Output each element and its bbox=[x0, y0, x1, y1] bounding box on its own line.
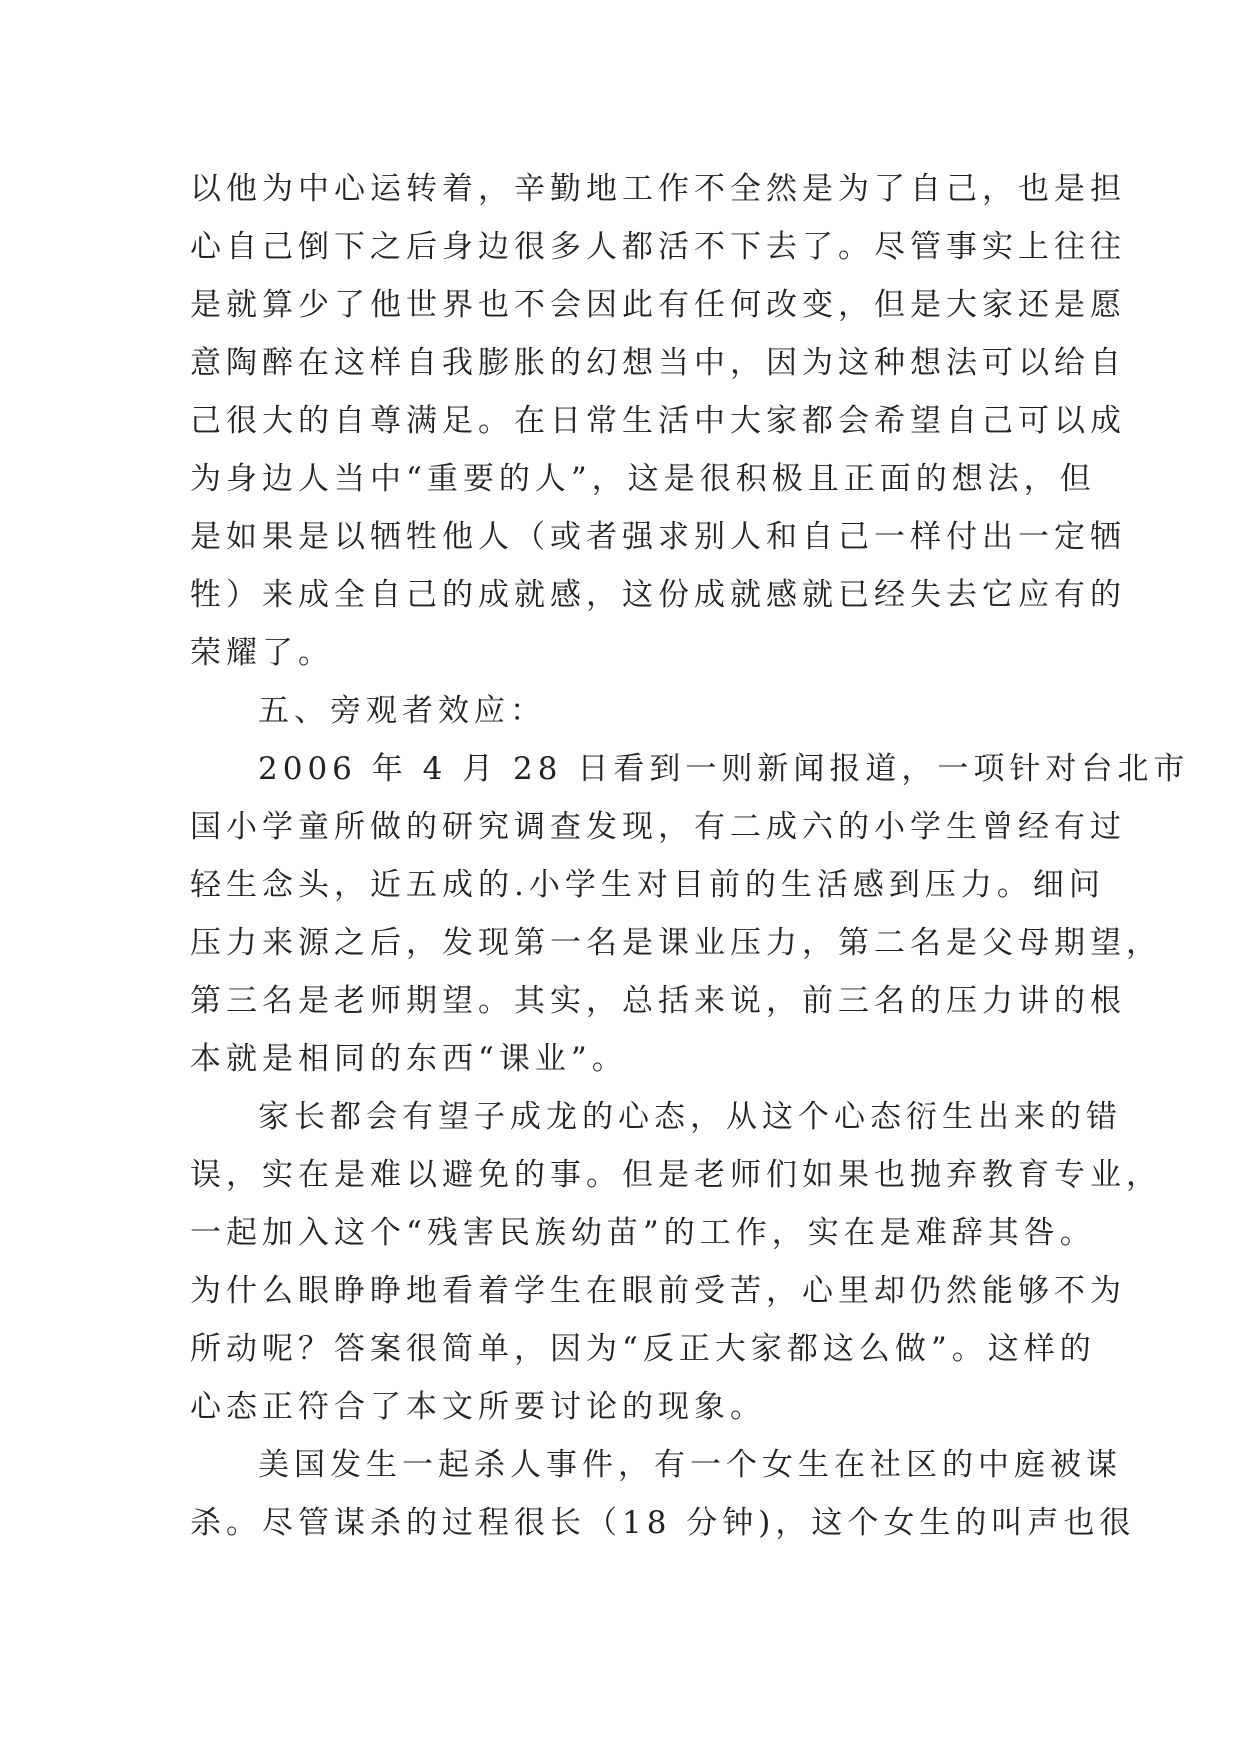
section-heading: 五、旁观者效应： bbox=[258, 693, 546, 729]
text-line: 压力来源之后，发现第一名是课业压力，第二名是父母期望， bbox=[190, 925, 1162, 961]
text-line: 国小学童所做的研究调查发现，有二成六的小学生曾经有过 bbox=[190, 809, 1126, 845]
text-line: 2006 年 4 月 28 日看到一则新闻报道，一项针对台北市 bbox=[258, 751, 1190, 787]
text-line: 是就算少了他世界也不会因此有任何改变，但是大家还是愿 bbox=[190, 287, 1126, 323]
text-line: 心自己倒下之后身边很多人都活不下去了。尽管事实上往往 bbox=[190, 229, 1126, 265]
text-line: 家长都会有望子成龙的心态，从这个心态衍生出来的错 bbox=[258, 1099, 1122, 1135]
text-line: 本就是相同的东西“课业”。 bbox=[190, 1041, 628, 1077]
text-line: 一起加入这个“残害民族幼苗”的工作，实在是难辞其咎。 bbox=[190, 1215, 1096, 1251]
text-line: 荣耀了。 bbox=[190, 635, 334, 671]
text-line: 以他为中心运转着，辛勤地工作不全然是为了自己，也是担 bbox=[190, 171, 1126, 207]
text-line: 第三名是老师期望。其实，总括来说，前三名的压力讲的根 bbox=[190, 983, 1126, 1019]
text-line: 杀。尽管谋杀的过程很长（18 分钟)，这个女生的叫声也很 bbox=[190, 1505, 1136, 1541]
text-line: 为什么眼睁睁地看着学生在眼前受苦，心里却仍然能够不为 bbox=[190, 1273, 1126, 1309]
text-line: 轻生念头，近五成的.小学生对目前的生活感到压力。细问 bbox=[190, 867, 1105, 903]
text-line: 误，实在是难以避免的事。但是老师们如果也抛弃教育专业， bbox=[190, 1157, 1162, 1193]
text-line: 是如果是以牺牲他人（或者强求别人和自己一样付出一定牺 bbox=[190, 519, 1126, 555]
text-line: 美国发生一起杀人事件，有一个女生在社区的中庭被谋 bbox=[258, 1447, 1122, 1483]
text-line: 为身边人当中“重要的人”，这是很积极且正面的想法，但 bbox=[190, 461, 1096, 497]
text-line: 所动呢？答案很简单，因为“反正大家都这么做”。这样的 bbox=[190, 1331, 1096, 1367]
document-body bbox=[190, 160, 1190, 1552]
text-line: 己很大的自尊满足。在日常生活中大家都会希望自己可以成 bbox=[190, 403, 1126, 439]
text-line: 牲）来成全自己的成就感，这份成就感就已经失去它应有的 bbox=[190, 577, 1126, 613]
text-line: 心态正符合了本文所要讨论的现象。 bbox=[190, 1389, 766, 1425]
text-line: 意陶醉在这样自我膨胀的幻想当中，因为这种想法可以给自 bbox=[190, 345, 1126, 381]
